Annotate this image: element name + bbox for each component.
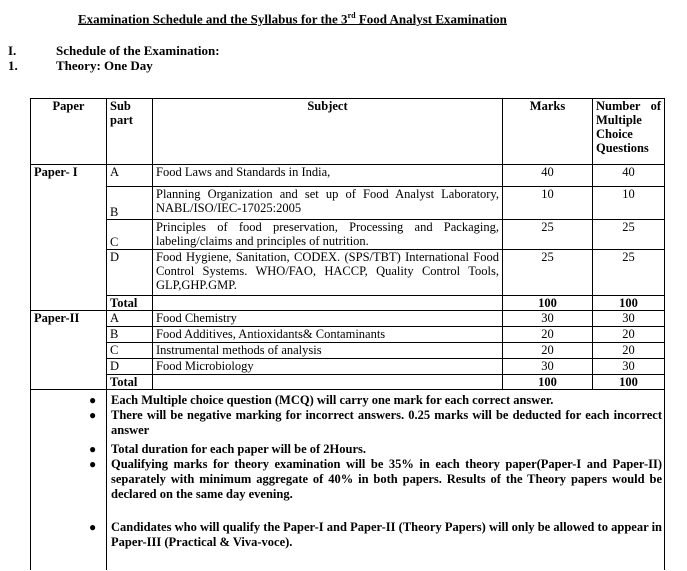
empty-cell <box>153 375 503 390</box>
subject-cell: Food Additives, Antioxidants& Contaminants <box>153 327 503 343</box>
list-item: ● Each Multiple choice question (MCQ) will carry one mark for each correct answer. <box>89 393 554 407</box>
questions-cell: 30 <box>593 311 665 327</box>
subject-cell: Instrumental methods of analysis <box>153 343 503 359</box>
section-heading: Schedule of the Examination: <box>56 43 220 58</box>
marks-cell: 30 <box>503 359 593 375</box>
subject-cell: Food Laws and Standards in India, <box>153 165 503 187</box>
header-subject: Subject <box>153 99 503 165</box>
table-header-row <box>31 99 665 165</box>
header-paper: Paper <box>31 99 107 165</box>
subject-cell: Food Microbiology <box>153 359 503 375</box>
exam-schedule-table <box>30 98 665 570</box>
total-marks: 100 <box>503 296 593 311</box>
bullet-icon: ● <box>89 442 97 456</box>
header-marks: Marks <box>503 99 593 165</box>
subpart-cell: D <box>107 250 153 296</box>
total-label: Total <box>107 296 153 311</box>
questions-cell: 40 <box>593 165 665 187</box>
total-row <box>31 375 665 390</box>
subpart-cell: B <box>107 187 153 220</box>
bullet-icon: ● <box>89 457 97 471</box>
questions-cell: 30 <box>593 359 665 375</box>
marks-cell: 10 <box>503 187 593 220</box>
questions-cell: 20 <box>593 327 665 343</box>
subpart-cell: A <box>107 311 153 327</box>
notes-list <box>89 393 662 550</box>
table-row <box>31 165 665 187</box>
subpart-cell: B <box>107 327 153 343</box>
table-row <box>31 250 665 296</box>
table-row <box>31 187 665 220</box>
table-row <box>31 220 665 250</box>
questions-cell: 10 <box>593 187 665 220</box>
table-row <box>31 343 665 359</box>
total-marks: 100 <box>503 375 593 390</box>
table-row <box>31 311 665 327</box>
paper2-label: Paper-II <box>31 311 107 390</box>
subject-cell: Planning Organization and set up of Food Analyst Laboratory, NABL/ISO/IEC-17025:2005 <box>153 187 503 220</box>
questions-cell: 20 <box>593 343 665 359</box>
marks-cell: 30 <box>503 311 593 327</box>
subject-cell: Food Hygiene, Sanitation, CODEX. (SPS/TBT) International Food Control Systems. WHO/FAO, HACCP, Quality Control Tools, GLP,GHP.GMP. <box>153 250 503 296</box>
table-row <box>31 359 665 375</box>
marks-cell: 25 <box>503 220 593 250</box>
notes-row <box>31 390 665 570</box>
list-item: ● Total duration for each paper will be of 2Hours. <box>89 442 366 456</box>
subpart-cell: D <box>107 359 153 375</box>
marks-cell: 20 <box>503 327 593 343</box>
questions-cell: 25 <box>593 250 665 296</box>
notes-cell <box>89 390 665 570</box>
total-questions: 100 <box>593 375 665 390</box>
header-mcq: Number of Multiple Choice Questions <box>593 99 665 165</box>
marks-cell: 20 <box>503 343 593 359</box>
section-subheading: Theory: One Day <box>56 58 153 73</box>
bullet-icon: ● <box>89 393 97 407</box>
marks-cell: 25 <box>503 250 593 296</box>
paper1-label: Paper- I <box>31 165 107 311</box>
empty-cell <box>153 296 503 311</box>
document-title: Examination Schedule and the Syllabus for the 3rd Food Analyst Examination <box>78 11 507 27</box>
total-row <box>31 296 665 311</box>
section-number: 1. <box>8 58 18 73</box>
marks-cell: 40 <box>503 165 593 187</box>
subpart-cell: A <box>107 165 153 187</box>
subject-cell: Principles of food preservation, Processing and Packaging, labeling/claims and principles of nutrition. <box>153 220 503 250</box>
total-label: Total <box>107 375 153 390</box>
bullet-icon: ● <box>89 520 97 534</box>
subject-cell: Food Chemistry <box>153 311 503 327</box>
total-questions: 100 <box>593 296 665 311</box>
questions-cell: 25 <box>593 220 665 250</box>
list-item: ● There will be negative marking for incorrect answers. 0.25 marks will be deducted for each incorrect answer <box>89 408 662 437</box>
bullet-icon: ● <box>89 408 97 422</box>
table-row <box>31 327 665 343</box>
list-item: ● Qualifying marks for theory examination will be 35% in each theory paper(Paper-I and Paper-II) separately with minimum aggregate of 40% in both papers. Results of the Theory papers would be declared on the same day evening. <box>89 457 662 501</box>
header-subpart: Sub part <box>107 99 153 165</box>
subpart-cell: C <box>107 343 153 359</box>
subpart-cell: C <box>107 220 153 250</box>
section-roman-numeral: I. <box>8 43 17 58</box>
list-item: ● Candidates who will qualify the Paper-I and Paper-II (Theory Papers) will only be allowed to appear in Paper-III (Practical & Viva-voce). <box>89 520 662 549</box>
